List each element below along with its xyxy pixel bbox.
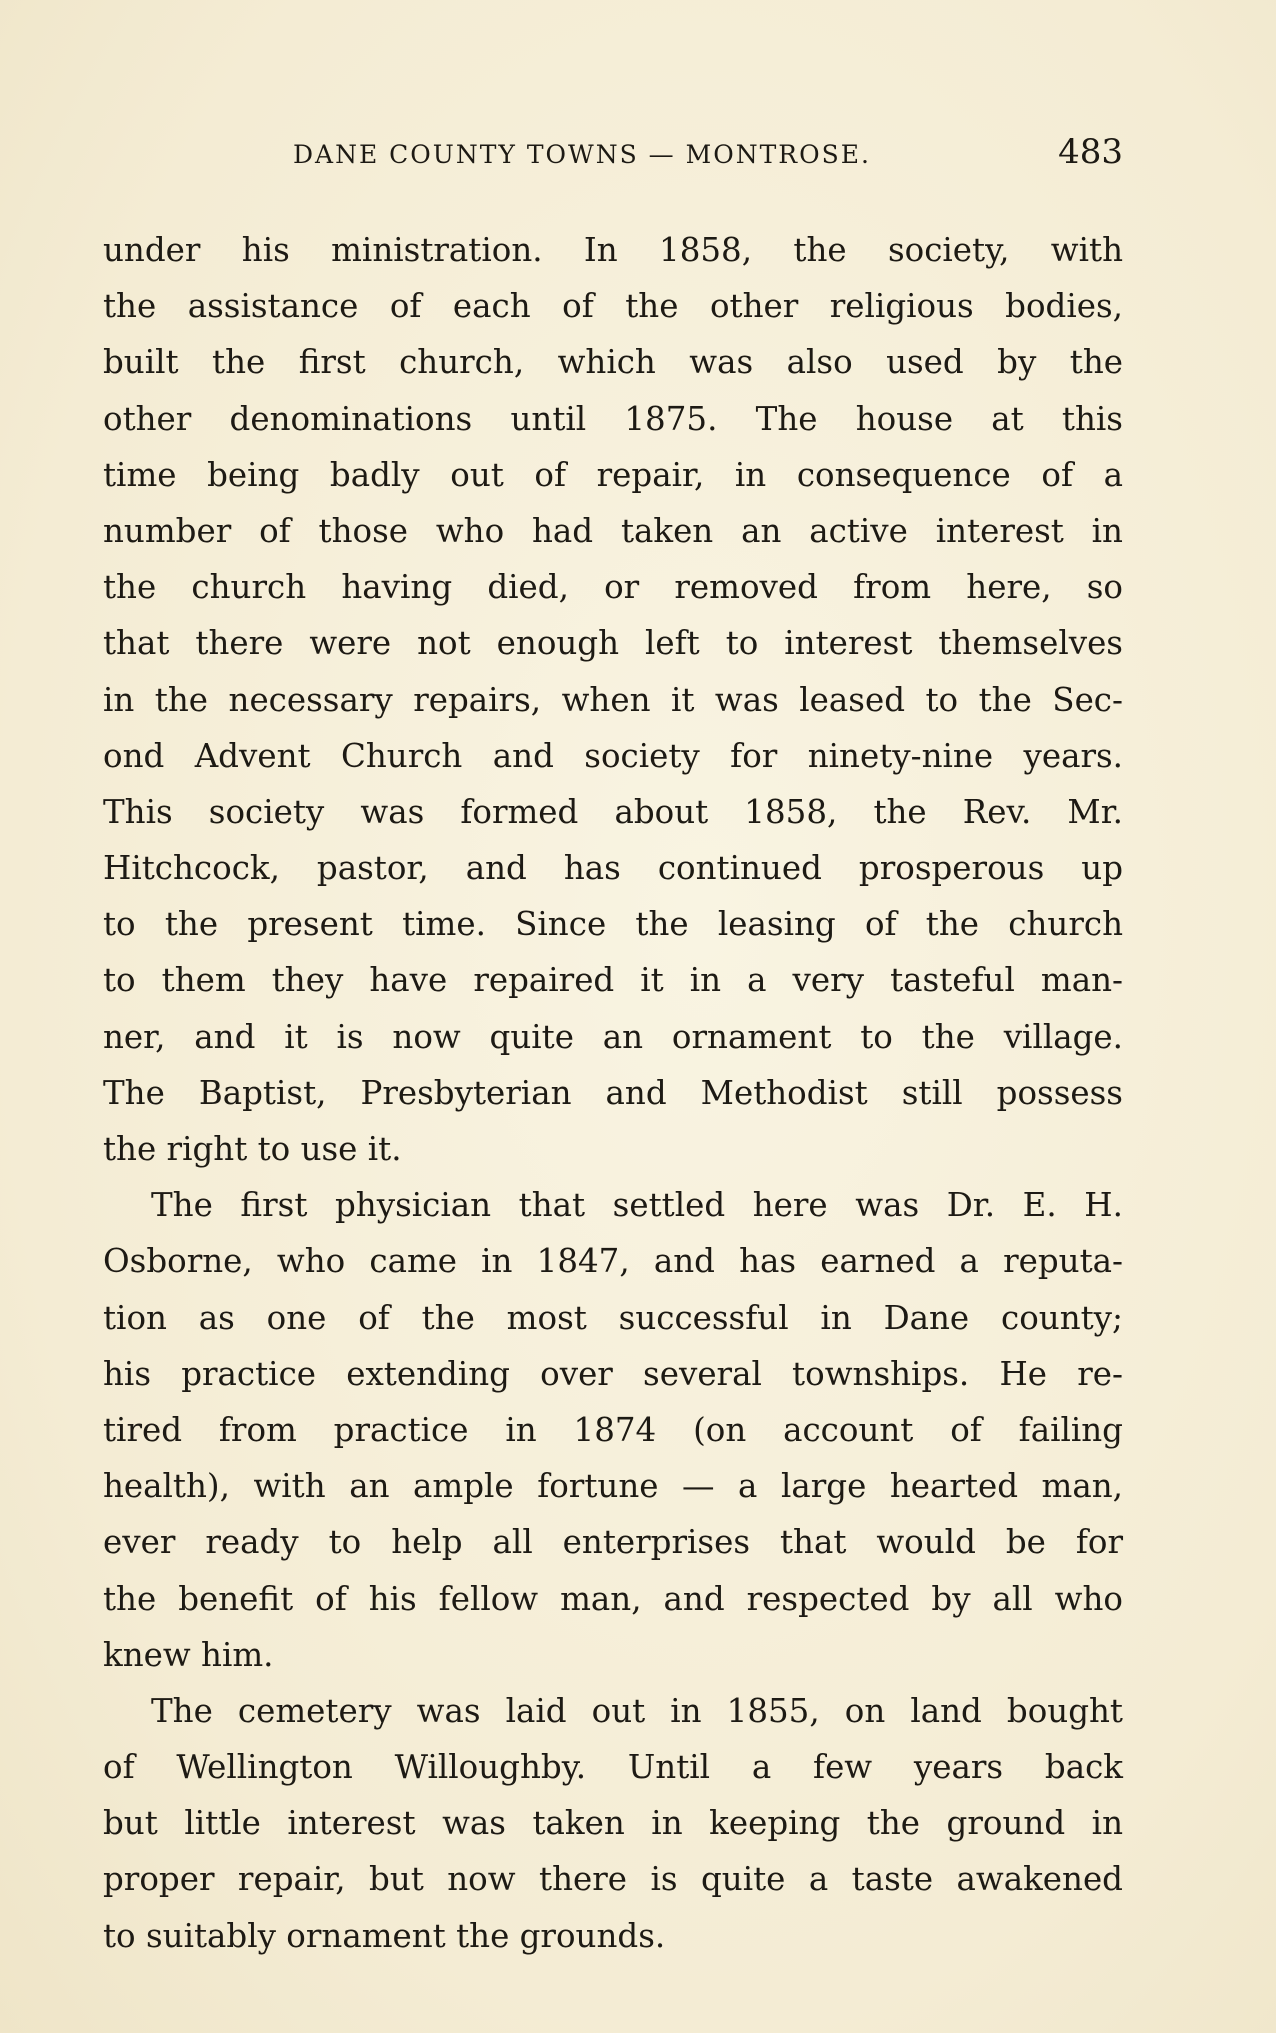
text-line: but little interest was taken in keeping the ground in bbox=[103, 1804, 1123, 1843]
paragraph-end-line: the right to use it. bbox=[103, 1130, 402, 1168]
text-line: to the present time. Since the leasing of the church bbox=[103, 905, 1123, 944]
text-line: other denominations until 1875. The house at this bbox=[103, 399, 1123, 438]
text-line: ond Advent Church and society for ninety-nine years. bbox=[103, 736, 1123, 775]
text-line: ner, and it is now quite an ornament to the village. bbox=[103, 1017, 1123, 1056]
text-line: ever ready to help all enterprises that would be for bbox=[103, 1523, 1123, 1562]
text-line: Hitchcock, pastor, and has continued prosperous up bbox=[103, 849, 1123, 888]
page-header bbox=[103, 132, 1123, 176]
text-line: tion as one of the most successful in Dane county; bbox=[103, 1298, 1123, 1337]
text-line: under his ministration. In 1858, the society, with bbox=[103, 231, 1123, 269]
page-number: 483 bbox=[1058, 132, 1123, 172]
text-line: in the necessary repairs, when it was leased to the Sec- bbox=[103, 680, 1123, 719]
body-text bbox=[103, 222, 1123, 1964]
text-line: the benefit of his fellow man, and respected by all who bbox=[103, 1579, 1123, 1618]
paragraph-start-line: The first physician that settled here was Dr. E. H. bbox=[151, 1186, 1123, 1225]
paragraph-end-line: knew him. bbox=[103, 1635, 274, 1674]
text-line: health), with an ample fortune — a large hearted man, bbox=[103, 1467, 1123, 1506]
text-line: tired from practice in 1874 (on account of failing bbox=[103, 1410, 1123, 1449]
text-line: of Wellington Willoughby. Until a few years back bbox=[103, 1748, 1123, 1787]
text-line: time being badly out of repair, in consequence of a bbox=[103, 455, 1123, 494]
text-line: The Baptist, Presbyterian and Methodist still possess bbox=[103, 1073, 1123, 1112]
text-line: proper repair, but now there is quite a taste awakened bbox=[103, 1860, 1123, 1899]
text-line: to them they have repaired it in a very tasteful man- bbox=[103, 961, 1123, 1000]
text-line: the church having died, or removed from here, so bbox=[103, 568, 1123, 607]
paragraph-start-line: The cemetery was laid out in 1855, on land bought bbox=[151, 1691, 1123, 1730]
text-line: number of those who had taken an active interest in bbox=[103, 511, 1123, 550]
running-head: DANE COUNTY TOWNS — MONTROSE. bbox=[293, 140, 871, 169]
text-line: Osborne, who came in 1847, and has earned a reputa- bbox=[103, 1242, 1123, 1281]
paragraph-end-line: to suitably ornament the grounds. bbox=[103, 1916, 666, 1955]
text-line: built the first church, which was also used by the bbox=[103, 343, 1123, 382]
text-line: his practice extending over several townships. He re- bbox=[103, 1354, 1123, 1393]
text-line: This society was formed about 1858, the Rev. Mr. bbox=[103, 792, 1123, 831]
text-line: the assistance of each of the other religious bodies, bbox=[103, 287, 1123, 326]
text-line: that there were not enough left to interest themselves bbox=[103, 624, 1123, 663]
